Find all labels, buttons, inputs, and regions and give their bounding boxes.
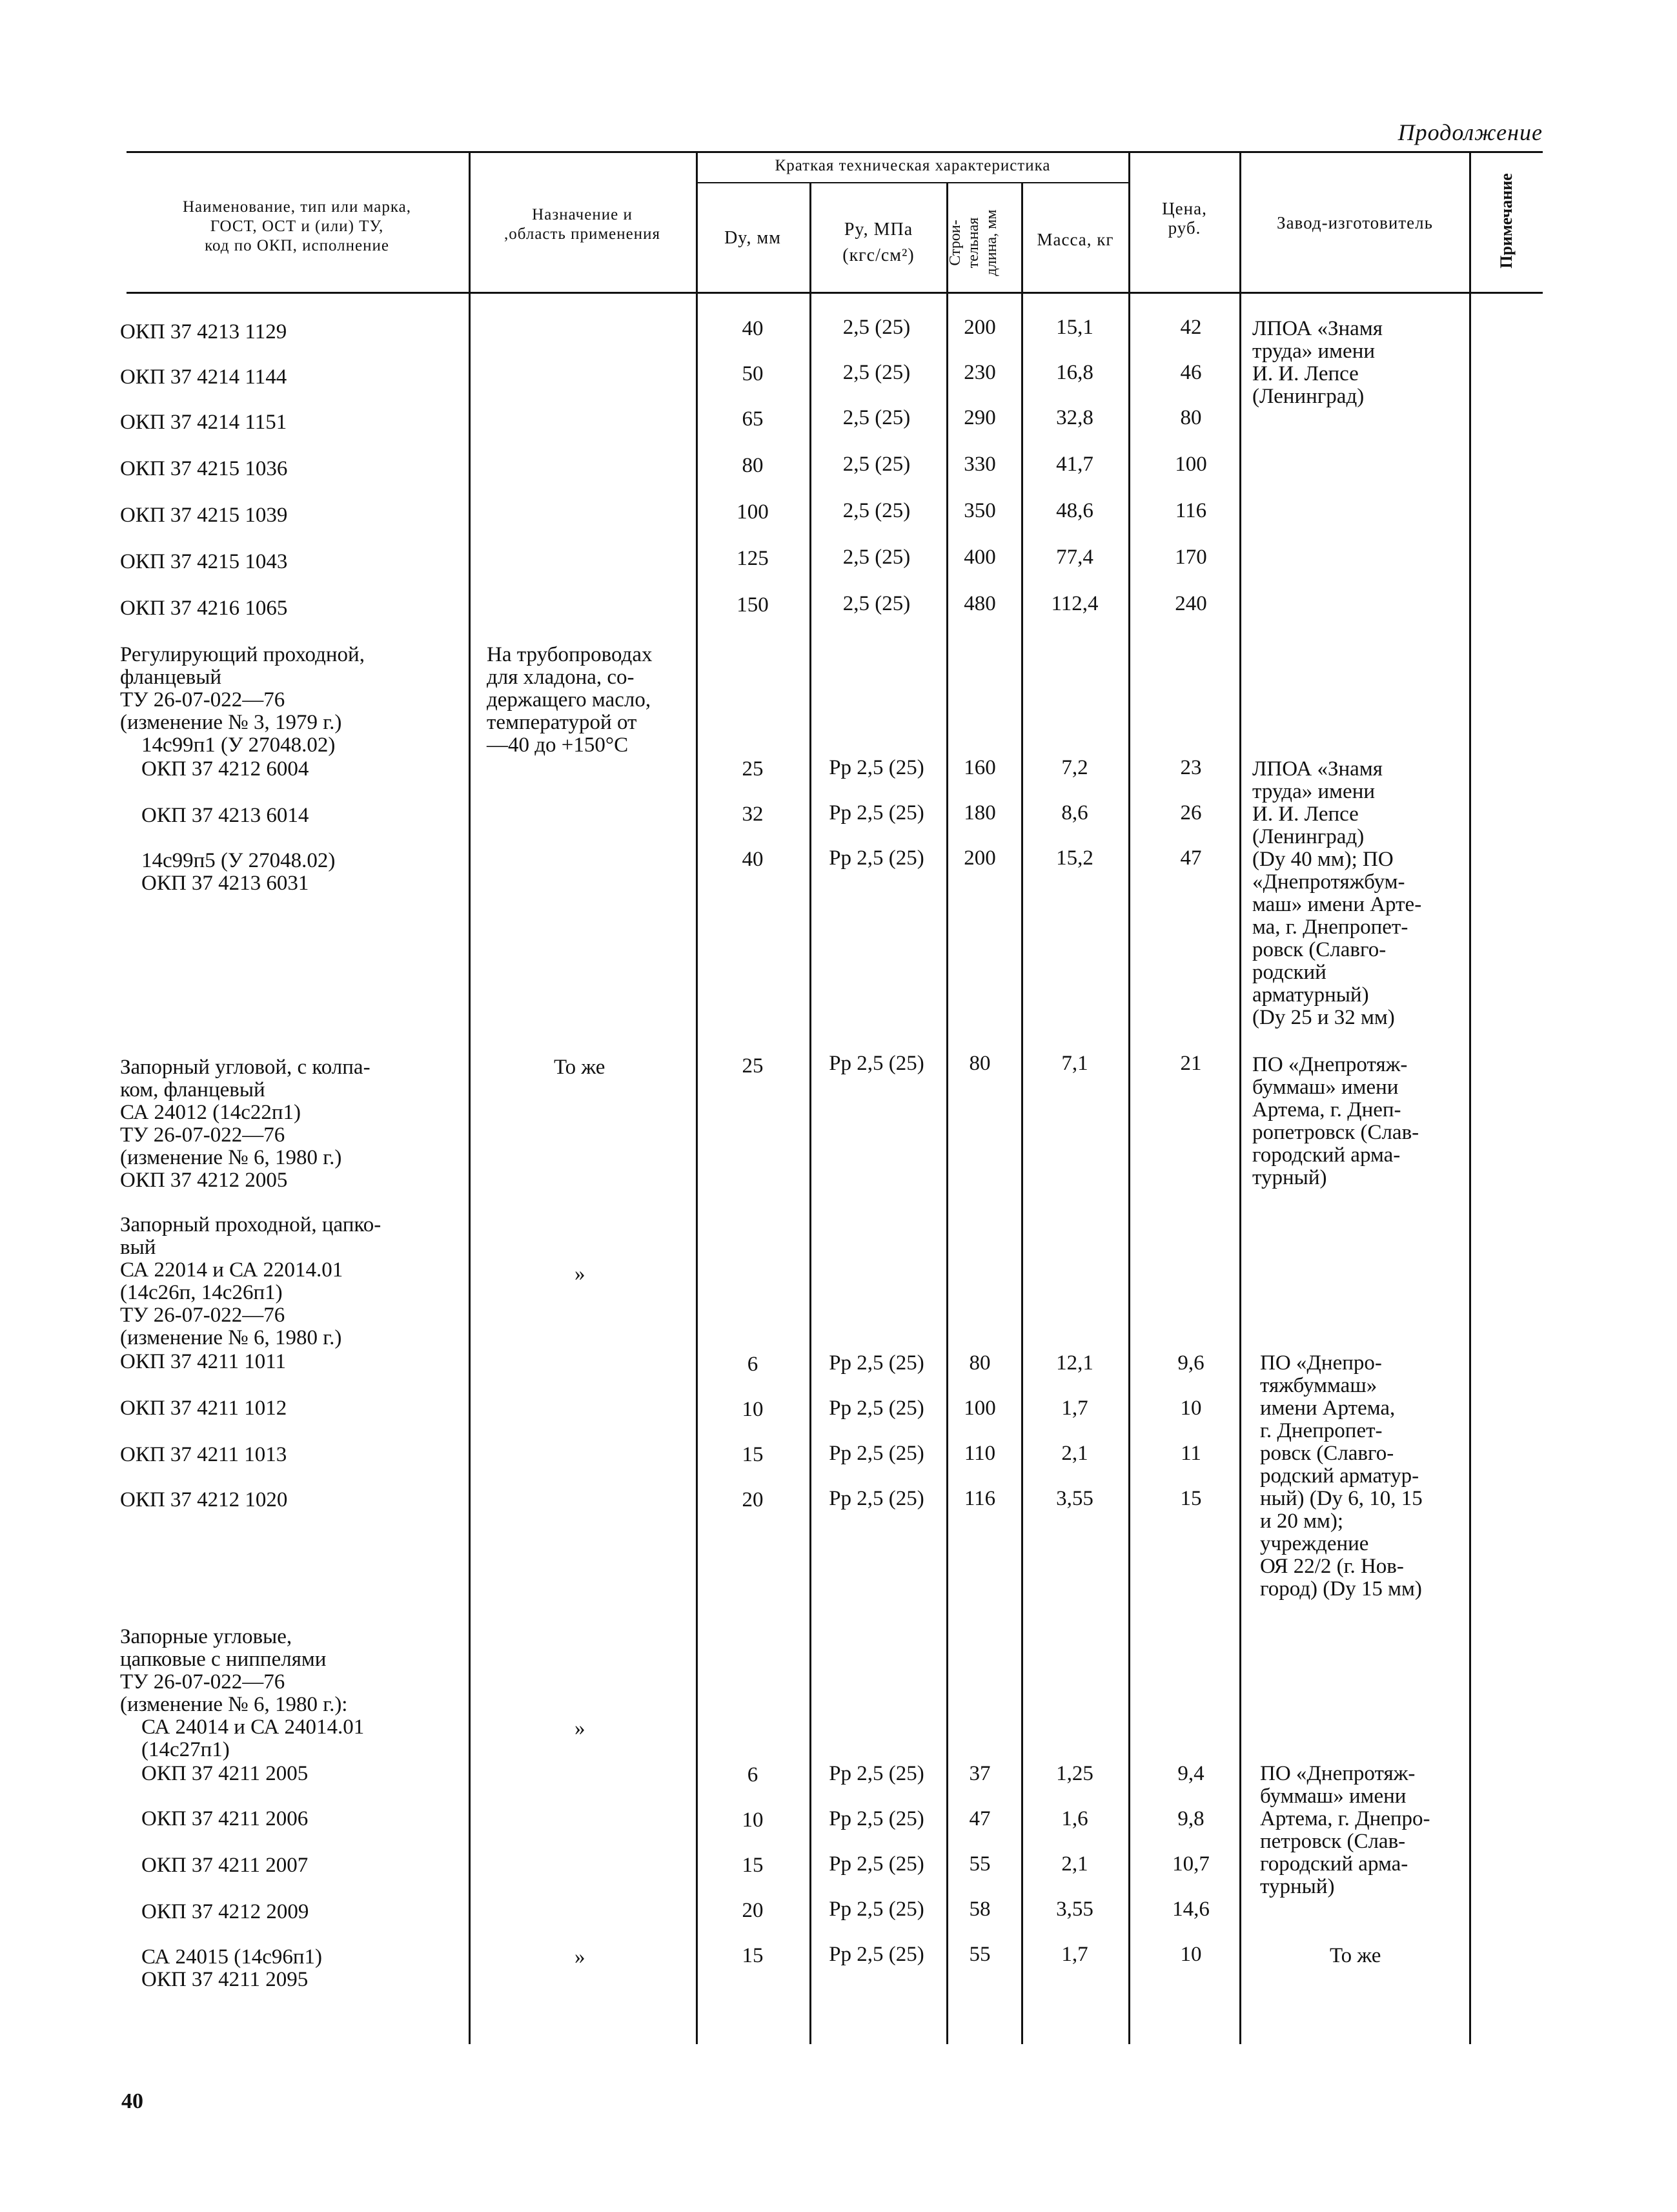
price-value: 26: [1180, 801, 1202, 824]
length-value: 290: [964, 406, 996, 429]
okp-code: ОКП 37 4211 1012: [120, 1397, 287, 1420]
okp-code: ОКП 37 4211 2007: [120, 1854, 309, 1877]
mass-value: 112,4: [1051, 592, 1099, 615]
page-number: 40: [121, 2089, 143, 2113]
length-value: 100: [964, 1397, 996, 1420]
length-value: 80: [969, 1052, 991, 1075]
okp-code: ОКП 37 4215 1043: [120, 550, 288, 573]
manufacturer-text: ПО «Днепро- тяжбуммаш» имени Артема, г. Днепропет- ровск (Славго- родский арматур- ный) (Dу 6, 10, 15 и 20 мм); учреждение ОЯ 22/2 (г. Нов- город) (Dу 15 мм): [1260, 1351, 1423, 1601]
header-py: Py, МПа (кгс/см²): [842, 220, 915, 265]
price-value: 10: [1180, 1943, 1202, 1966]
okp-code: ОКП 37 4213 1129: [120, 320, 287, 343]
length-value: 116: [964, 1487, 996, 1510]
py-value: 2,5 (25): [842, 361, 911, 384]
length-value: 55: [969, 1943, 991, 1966]
dy-value: 6: [747, 1763, 758, 1787]
price-value: 9,8: [1177, 1807, 1204, 1830]
py-value: Pр 2,5 (25): [829, 1351, 924, 1375]
okp-code: ОКП 37 4211 1013: [120, 1443, 287, 1466]
mass-value: 32,8: [1056, 406, 1093, 429]
py-value: Pр 2,5 (25): [829, 1442, 924, 1465]
py-value: 2,5 (25): [842, 316, 911, 339]
purpose-text: То же: [554, 1056, 605, 1079]
length-value: 230: [964, 361, 996, 384]
py-value: Pр 2,5 (25): [829, 1898, 924, 1921]
col-divider-5: [1021, 183, 1023, 2044]
okp-code: ОКП 37 4216 1065: [120, 597, 288, 620]
dy-value: 32: [742, 803, 764, 826]
okp-code: ОКП 37 4214 1151: [120, 411, 287, 434]
dy-value: 40: [742, 317, 764, 340]
mass-value: 7,1: [1061, 1052, 1088, 1075]
mass-value: 16,8: [1056, 361, 1093, 384]
mass-value: 15,2: [1056, 846, 1093, 870]
dy-value: 15: [742, 1944, 764, 1967]
mass-value: 48,6: [1056, 499, 1093, 522]
price-value: 14,6: [1172, 1898, 1210, 1921]
okp-code: ОКП 37 4213 6014: [120, 804, 309, 827]
col-divider-6: [1128, 152, 1130, 2044]
length-value: 55: [969, 1852, 991, 1876]
item-name: Запорные угловые, цапковые с ниппелями ТУ 26-07-022—76 (изменение № 6, 1980 г.): СА 24014 и СА 24014.01 (14с27п1): [120, 1625, 365, 1761]
purpose-text: »: [574, 1945, 585, 1969]
dy-value: 10: [742, 1808, 764, 1832]
purpose-text: »: [574, 1262, 585, 1285]
okp-code: 14с99п5 (У 27048.02) ОКП 37 4213 6031: [141, 849, 336, 895]
length-value: 200: [964, 316, 996, 339]
okp-code: ОКП 37 4215 1036: [120, 457, 288, 480]
header-bottom-rule: [127, 292, 1543, 294]
dy-value: 150: [737, 593, 769, 617]
mass-value: 12,1: [1056, 1351, 1093, 1375]
price-value: 42: [1180, 316, 1202, 339]
py-value: Pр 2,5 (25): [829, 1762, 924, 1785]
manufacturer-text: То же: [1330, 1944, 1381, 1967]
header-length: Строи- тельная длина, мм: [947, 209, 1000, 276]
dy-value: 40: [742, 848, 764, 871]
length-value: 180: [964, 801, 996, 824]
col-divider-3: [809, 183, 811, 2044]
mass-value: 1,7: [1061, 1397, 1088, 1420]
okp-code: СА 24015 (14с96п1) ОКП 37 4211 2095: [141, 1945, 322, 1991]
okp-code: ОКП 37 4211 2006: [120, 1807, 309, 1830]
header-name: Наименование, тип или марка, ГОСТ, ОСТ и (или) ТУ, код по ОКП, исполнение: [182, 198, 412, 254]
py-value: 2,5 (25): [842, 406, 911, 429]
py-value: Pр 2,5 (25): [829, 756, 924, 779]
okp-code: ОКП 37 4215 1039: [120, 504, 288, 527]
mass-value: 1,6: [1061, 1807, 1088, 1830]
price-value: 9,6: [1177, 1351, 1204, 1375]
py-value: Pр 2,5 (25): [829, 1943, 924, 1966]
dy-value: 25: [742, 1054, 764, 1078]
characteristic-rule: [696, 182, 1128, 183]
price-value: 47: [1180, 846, 1202, 870]
py-value: Pр 2,5 (25): [829, 1852, 924, 1876]
price-value: 100: [1175, 453, 1207, 476]
purpose-text: На трубопроводах для хладона, со- держащего масло, температурой от —40 до +150°С: [487, 643, 653, 757]
py-value: 2,5 (25): [842, 592, 911, 615]
mass-value: 2,1: [1061, 1442, 1088, 1465]
dy-value: 100: [737, 500, 769, 524]
manufacturer-text: ПО «Днепротяж- буммаш» имени Артема, г. Днеп- ропетровск (Слав- городский арма- турный): [1252, 1053, 1419, 1189]
py-value: 2,5 (25): [842, 546, 911, 569]
length-value: 80: [969, 1351, 991, 1375]
price-value: 80: [1180, 406, 1202, 429]
price-value: 15: [1180, 1487, 1202, 1510]
okp-code: ОКП 37 4212 2009: [120, 1900, 309, 1923]
mass-value: 3,55: [1056, 1487, 1093, 1510]
dy-value: 15: [742, 1854, 764, 1877]
mass-value: 7,2: [1061, 756, 1088, 779]
length-value: 200: [964, 846, 996, 870]
length-value: 330: [964, 453, 996, 476]
length-value: 160: [964, 756, 996, 779]
dy-value: 80: [742, 454, 764, 477]
dy-value: 20: [742, 1488, 764, 1511]
okp-code: ОКП 37 4211 2005: [120, 1762, 309, 1785]
col-divider-2: [696, 152, 698, 2044]
mass-value: 1,7: [1061, 1943, 1088, 1966]
length-value: 47: [969, 1807, 991, 1830]
mass-value: 8,6: [1061, 801, 1088, 824]
okp-code: ОКП 37 4214 1144: [120, 365, 287, 389]
mass-value: 77,4: [1056, 546, 1093, 569]
py-value: Pр 2,5 (25): [829, 1052, 924, 1075]
price-value: 46: [1180, 361, 1202, 384]
item-name: Запорный угловой, с колпа- ком, фланцевый СА 24012 (14с22п1) ТУ 26-07-022—76 (изменение № 6, 1980 г.) ОКП 37 4212 2005: [120, 1056, 371, 1192]
py-value: Pр 2,5 (25): [829, 1807, 924, 1830]
mass-value: 41,7: [1056, 453, 1093, 476]
dy-value: 50: [742, 362, 764, 385]
col-divider-7: [1239, 152, 1241, 2044]
header-price: Цена, руб.: [1162, 199, 1207, 238]
length-value: 58: [969, 1898, 991, 1921]
py-value: 2,5 (25): [842, 453, 911, 476]
header-top-rule: [127, 151, 1543, 153]
length-value: 110: [964, 1442, 996, 1465]
dy-value: 20: [742, 1899, 764, 1922]
price-value: 9,4: [1177, 1762, 1204, 1785]
price-value: 170: [1175, 546, 1207, 569]
okp-code: ОКП 37 4212 6004: [120, 757, 309, 781]
py-value: 2,5 (25): [842, 499, 911, 522]
dy-value: 10: [742, 1398, 764, 1421]
price-value: 11: [1181, 1442, 1201, 1465]
manufacturer-text: ЛПОА «Знамя труда» имени И. И. Лепсе (Ленинград) (Dу 40 мм); ПО «Днепротяжбум- маш» имени Арте- ма, г. Днепропет- ровск (Славго- родский арматурный) (Dу 25 и 32 мм): [1252, 757, 1422, 1029]
dy-value: 125: [737, 547, 769, 570]
py-value: Pр 2,5 (25): [829, 801, 924, 824]
py-value: Pр 2,5 (25): [829, 1397, 924, 1420]
length-value: 350: [964, 499, 996, 522]
col-divider-8: [1469, 152, 1471, 2044]
price-value: 23: [1180, 756, 1202, 779]
header-purpose: Назначение и ,область применения: [504, 206, 660, 243]
mass-value: 1,25: [1056, 1762, 1093, 1785]
header-dy: Dy, мм: [724, 228, 781, 248]
dy-value: 65: [742, 407, 764, 431]
dy-value: 15: [742, 1443, 764, 1466]
continuation-label: Продолжение: [1397, 119, 1543, 145]
manufacturer-text: ЛПОА «Знамя труда» имени И. И. Лепсе (Ленинград): [1252, 317, 1383, 408]
price-value: 116: [1175, 499, 1207, 522]
item-name: Регулирующий проходной, фланцевый ТУ 26-07-022—76 (изменение № 3, 1979 г.) 14с99п1 (У 27048.02): [120, 643, 365, 757]
item-name: Запорный проходной, цапко- вый СА 22014 и СА 22014.01 (14с26п, 14с26п1) ТУ 26-07-022—76 (изменение № 6, 1980 г.): [120, 1213, 381, 1349]
header-mass: Масса, кг: [1037, 230, 1114, 249]
length-value: 400: [964, 546, 996, 569]
price-value: 240: [1175, 592, 1207, 615]
py-value: Pр 2,5 (25): [829, 846, 924, 870]
price-value: 21: [1180, 1052, 1202, 1075]
header-characteristic: Краткая техническая характеристика: [775, 157, 1051, 174]
mass-value: 2,1: [1061, 1852, 1088, 1876]
header-manufacturer: Завод-изготовитель: [1277, 213, 1433, 232]
okp-code: ОКП 37 4212 1020: [120, 1488, 288, 1511]
price-value: 10: [1180, 1397, 1202, 1420]
dy-value: 25: [742, 757, 764, 781]
mass-value: 15,1: [1056, 316, 1093, 339]
length-value: 480: [964, 592, 996, 615]
py-value: Pр 2,5 (25): [829, 1487, 924, 1510]
mass-value: 3,55: [1056, 1898, 1093, 1921]
dy-value: 6: [747, 1353, 758, 1376]
col-divider-1: [469, 152, 471, 2044]
purpose-text: »: [574, 1717, 585, 1740]
header-note: Примечание: [1497, 173, 1516, 269]
okp-code: ОКП 37 4211 1011: [120, 1350, 286, 1373]
length-value: 37: [969, 1762, 991, 1785]
price-value: 10,7: [1172, 1852, 1210, 1876]
manufacturer-text: ПО «Днепротяж- буммаш» имени Артема, г. Днепро- петровск (Слав- городский арма- турный): [1260, 1762, 1430, 1898]
